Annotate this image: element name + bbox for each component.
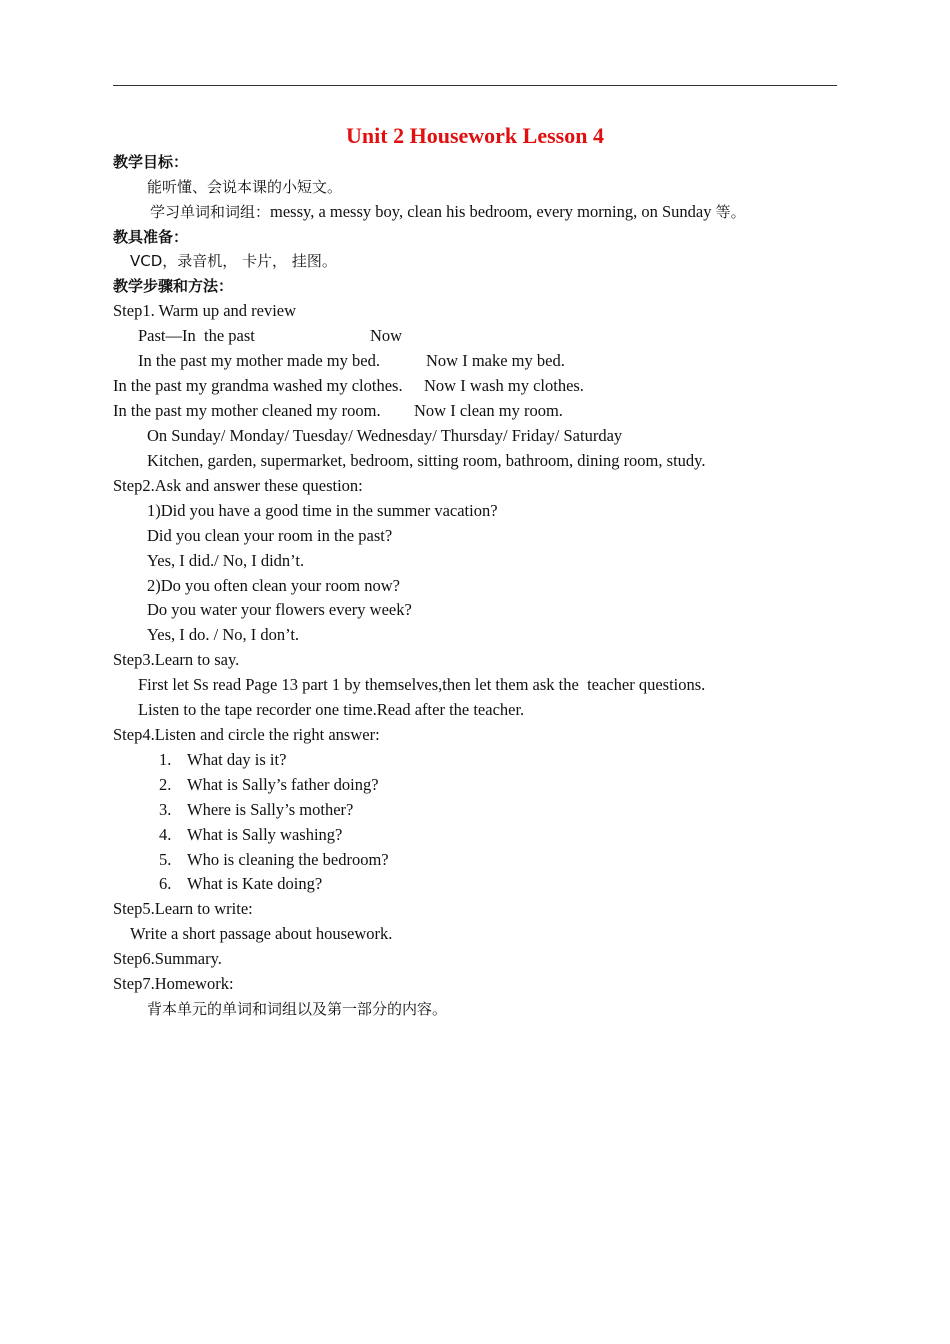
question-text: What is Kate doing? bbox=[187, 874, 323, 893]
question-number: 2. bbox=[159, 775, 172, 794]
step3-line: Listen to the tape recorder one time.Read after the teacher. bbox=[138, 700, 525, 719]
question-text: What day is it? bbox=[187, 750, 287, 769]
step6-title: Step6.Summary. bbox=[113, 949, 222, 968]
step1-row-now: Now I make my bed. bbox=[426, 351, 565, 370]
question-text: Who is cleaning the bedroom? bbox=[187, 850, 389, 869]
step1-now-label: Now bbox=[370, 326, 403, 345]
question-text: What is Sally’s father doing? bbox=[187, 775, 379, 794]
step2-line: Yes, I did./ No, I didn’t. bbox=[147, 551, 305, 570]
step4-title: Step4.Listen and circle the right answer: bbox=[113, 725, 380, 744]
step2-title: Step2.Ask and answer these question: bbox=[113, 476, 363, 495]
step2-line: Yes, I do. / No, I don’t. bbox=[147, 625, 300, 644]
prep-heading: 教具准备： bbox=[113, 228, 189, 246]
question-number: 6. bbox=[159, 874, 172, 893]
step1-row-past: In the past my mother made my bed. bbox=[138, 351, 380, 370]
step2-line: Did you clean your room in the past? bbox=[147, 526, 393, 545]
step2-line: Do you water your flowers every week? bbox=[147, 600, 412, 619]
step2-line: 2)Do you often clean your room now? bbox=[147, 576, 400, 595]
goals-line-2-en: messy, a messy boy, clean his bedroom, every morning, on Sunday bbox=[270, 202, 716, 221]
step1-past-label: Past—In the past bbox=[138, 326, 255, 345]
question-text: What is Sally washing? bbox=[187, 825, 343, 844]
goals-line-2-end: 等。 bbox=[715, 203, 746, 221]
step4-question bbox=[159, 799, 353, 821]
step1-row-past: In the past my mother cleaned my room. bbox=[113, 401, 381, 420]
header-rule bbox=[113, 85, 837, 86]
step1-row-now: Now I clean my room. bbox=[414, 401, 563, 420]
question-number: 5. bbox=[159, 850, 172, 869]
question-number: 4. bbox=[159, 825, 172, 844]
step3-title: Step3.Learn to say. bbox=[113, 650, 240, 669]
step7-line: 背本单元的单词和词组以及第一部分的内容。 bbox=[147, 1000, 448, 1018]
question-number: 3. bbox=[159, 800, 172, 819]
question-number: 1. bbox=[159, 750, 172, 769]
step4-question bbox=[159, 774, 379, 796]
step7-title: Step7.Homework: bbox=[113, 974, 234, 993]
goals-line-2 bbox=[150, 201, 746, 223]
prep-items: VCD，录音机， 卡片， 挂图。 bbox=[130, 252, 337, 270]
step4-question bbox=[159, 824, 342, 846]
goals-line-2-cn: 学习单词和词组： bbox=[150, 203, 271, 221]
goals-line-1: 能听懂、会说本课的小短文。 bbox=[147, 178, 343, 196]
goals-heading: 教学目标： bbox=[113, 153, 189, 171]
step1-row-now: Now I wash my clothes. bbox=[424, 376, 584, 395]
step5-title: Step5.Learn to write: bbox=[113, 899, 253, 918]
step4-question bbox=[159, 749, 286, 771]
step4-question bbox=[159, 849, 389, 871]
step4-question bbox=[159, 873, 322, 895]
step1-rooms: Kitchen, garden, supermarket, bedroom, sitting room, bathroom, dining room, study. bbox=[147, 451, 706, 470]
step5-line: Write a short passage about housework. bbox=[130, 924, 393, 943]
steps-heading: 教学步骤和方法： bbox=[113, 277, 234, 295]
step2-line: 1)Did you have a good time in the summer vacation? bbox=[147, 501, 498, 520]
step3-line: First let Ss read Page 13 part 1 by themselves,then let them ask the teacher questions. bbox=[138, 675, 706, 694]
page-title: Unit 2 Housework Lesson 4 bbox=[346, 123, 604, 148]
step1-row-past: In the past my grandma washed my clothes. bbox=[113, 376, 403, 395]
question-text: Where is Sally’s mother? bbox=[187, 800, 354, 819]
step1-days: On Sunday/ Monday/ Tuesday/ Wednesday/ Thursday/ Friday/ Saturday bbox=[147, 426, 623, 445]
step1-title: Step1. Warm up and review bbox=[113, 301, 297, 320]
